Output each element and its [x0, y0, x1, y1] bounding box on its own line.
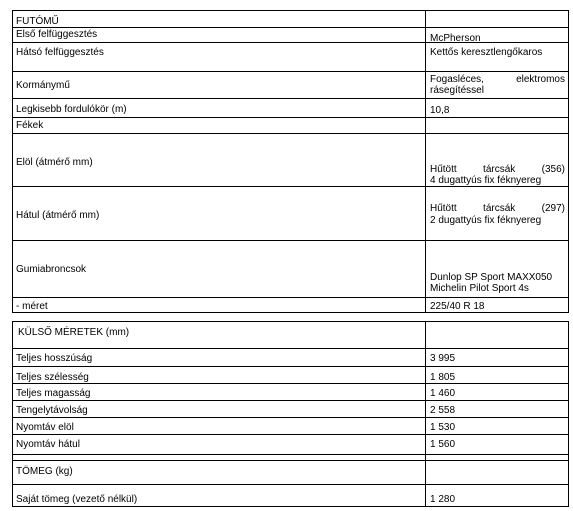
row-value: 1 460	[430, 388, 456, 399]
row-value: 1 280	[430, 494, 456, 505]
row-label: Gumiabroncsok	[16, 264, 87, 275]
cell-value	[426, 349, 568, 366]
table-row	[12, 417, 569, 434]
cell-value	[426, 461, 568, 484]
cell-value	[426, 118, 568, 133]
cell-label	[13, 72, 426, 98]
cell-value	[426, 384, 568, 400]
row-value-line1: Hűtött tárcsák (356)	[430, 164, 565, 175]
cell-label	[13, 435, 426, 454]
cell-label	[13, 349, 426, 366]
cell-label	[13, 187, 426, 240]
cell-value	[426, 298, 568, 312]
table-row	[12, 348, 569, 366]
row-value-line1: Hűtött tárcsák (297)	[430, 203, 565, 214]
cell-label	[13, 28, 426, 42]
cell-label	[13, 384, 426, 400]
cell-label	[13, 134, 426, 186]
cell-value	[426, 435, 568, 454]
cell-label	[13, 43, 426, 71]
row-value: 3 995	[430, 353, 456, 364]
row-value-line2: 4 dugattyús fix féknyereg	[430, 175, 542, 186]
table-row	[12, 27, 569, 42]
row-label: Saját tömeg (vezető nélkül)	[16, 494, 138, 505]
row-value: McPherson	[430, 33, 481, 44]
section-header-tomeg	[12, 460, 569, 484]
table-row	[12, 434, 569, 454]
cell-value	[426, 187, 568, 240]
cell-value	[426, 11, 568, 27]
table-row	[12, 117, 569, 133]
cell-label	[13, 322, 426, 348]
table-row	[12, 240, 569, 297]
cell-label	[13, 241, 426, 297]
row-label: - méret	[16, 301, 48, 312]
table-row	[12, 400, 569, 417]
table-row	[12, 98, 569, 117]
section-title: FUTÓMŰ	[16, 16, 59, 27]
cell-value	[426, 485, 568, 506]
row-value: 10,8	[430, 105, 450, 116]
table-row	[12, 383, 569, 400]
row-label: Teljes magasság	[16, 388, 91, 399]
cell-label	[13, 367, 426, 383]
table-row	[12, 42, 569, 71]
row-value: 1 560	[430, 439, 456, 450]
cell-label	[13, 99, 426, 117]
cell-value	[426, 72, 568, 98]
row-value: 1 805	[430, 372, 456, 383]
table-row	[12, 484, 569, 507]
cell-value	[426, 134, 568, 186]
cell-value	[426, 401, 568, 417]
row-value-line2: Michelin Pilot Sport 4s	[430, 283, 529, 294]
section-title: TÖMEG (kg)	[16, 466, 73, 477]
cell-label	[13, 461, 426, 484]
row-label: Hátsó felfüggesztés	[16, 47, 104, 58]
cell-value	[426, 43, 568, 71]
row-label: Nyomtáv elöl	[16, 422, 74, 433]
section-header-kulso	[12, 321, 569, 348]
cell-label	[13, 11, 426, 27]
row-label: Teljes szélesség	[16, 372, 89, 383]
cell-value	[426, 99, 568, 117]
row-label: Nyomtáv hátul	[16, 439, 80, 450]
row-value-line2: rásegítéssel	[430, 85, 484, 96]
row-label: Első felfüggesztés	[16, 29, 98, 40]
table-row	[12, 186, 569, 240]
row-value: 1 530	[430, 422, 456, 433]
cell-value	[426, 367, 568, 383]
section-header-futomu	[12, 10, 569, 27]
cell-label	[13, 401, 426, 417]
section-title: KÜLSŐ MÉRETEK (mm)	[18, 327, 130, 338]
row-label: Hátul (átmérő mm)	[16, 210, 100, 221]
row-label: Kormánymű	[16, 80, 70, 91]
row-value-line1: Dunlop SP Sport MAXX050	[430, 272, 553, 283]
table-row	[12, 71, 569, 98]
cell-label	[13, 485, 426, 506]
row-label: Elöl (átmérő mm)	[16, 157, 93, 168]
row-value-line2: 2 dugattyús fix féknyereg	[430, 215, 542, 226]
row-label: Fékek	[16, 120, 44, 131]
row-value: 225/40 R 18	[430, 301, 485, 312]
row-label: Teljes hosszúság	[16, 353, 93, 364]
row-value: 2 558	[430, 405, 456, 416]
cell-value	[426, 28, 568, 42]
cell-value	[426, 241, 568, 297]
row-label: Tengelytávolság	[16, 405, 88, 416]
row-value: Kettős keresztlengőkaros	[430, 47, 543, 58]
cell-value	[426, 418, 568, 434]
row-value-line1: Fogasléces, elektromos	[430, 74, 565, 85]
cell-label	[13, 118, 426, 133]
table-row	[12, 297, 569, 313]
cell-label	[13, 418, 426, 434]
table-row	[12, 366, 569, 383]
cell-label	[13, 298, 426, 312]
row-label: Legkisebb fordulókör (m)	[16, 104, 127, 115]
cell-value	[426, 322, 568, 348]
table-row	[12, 133, 569, 186]
